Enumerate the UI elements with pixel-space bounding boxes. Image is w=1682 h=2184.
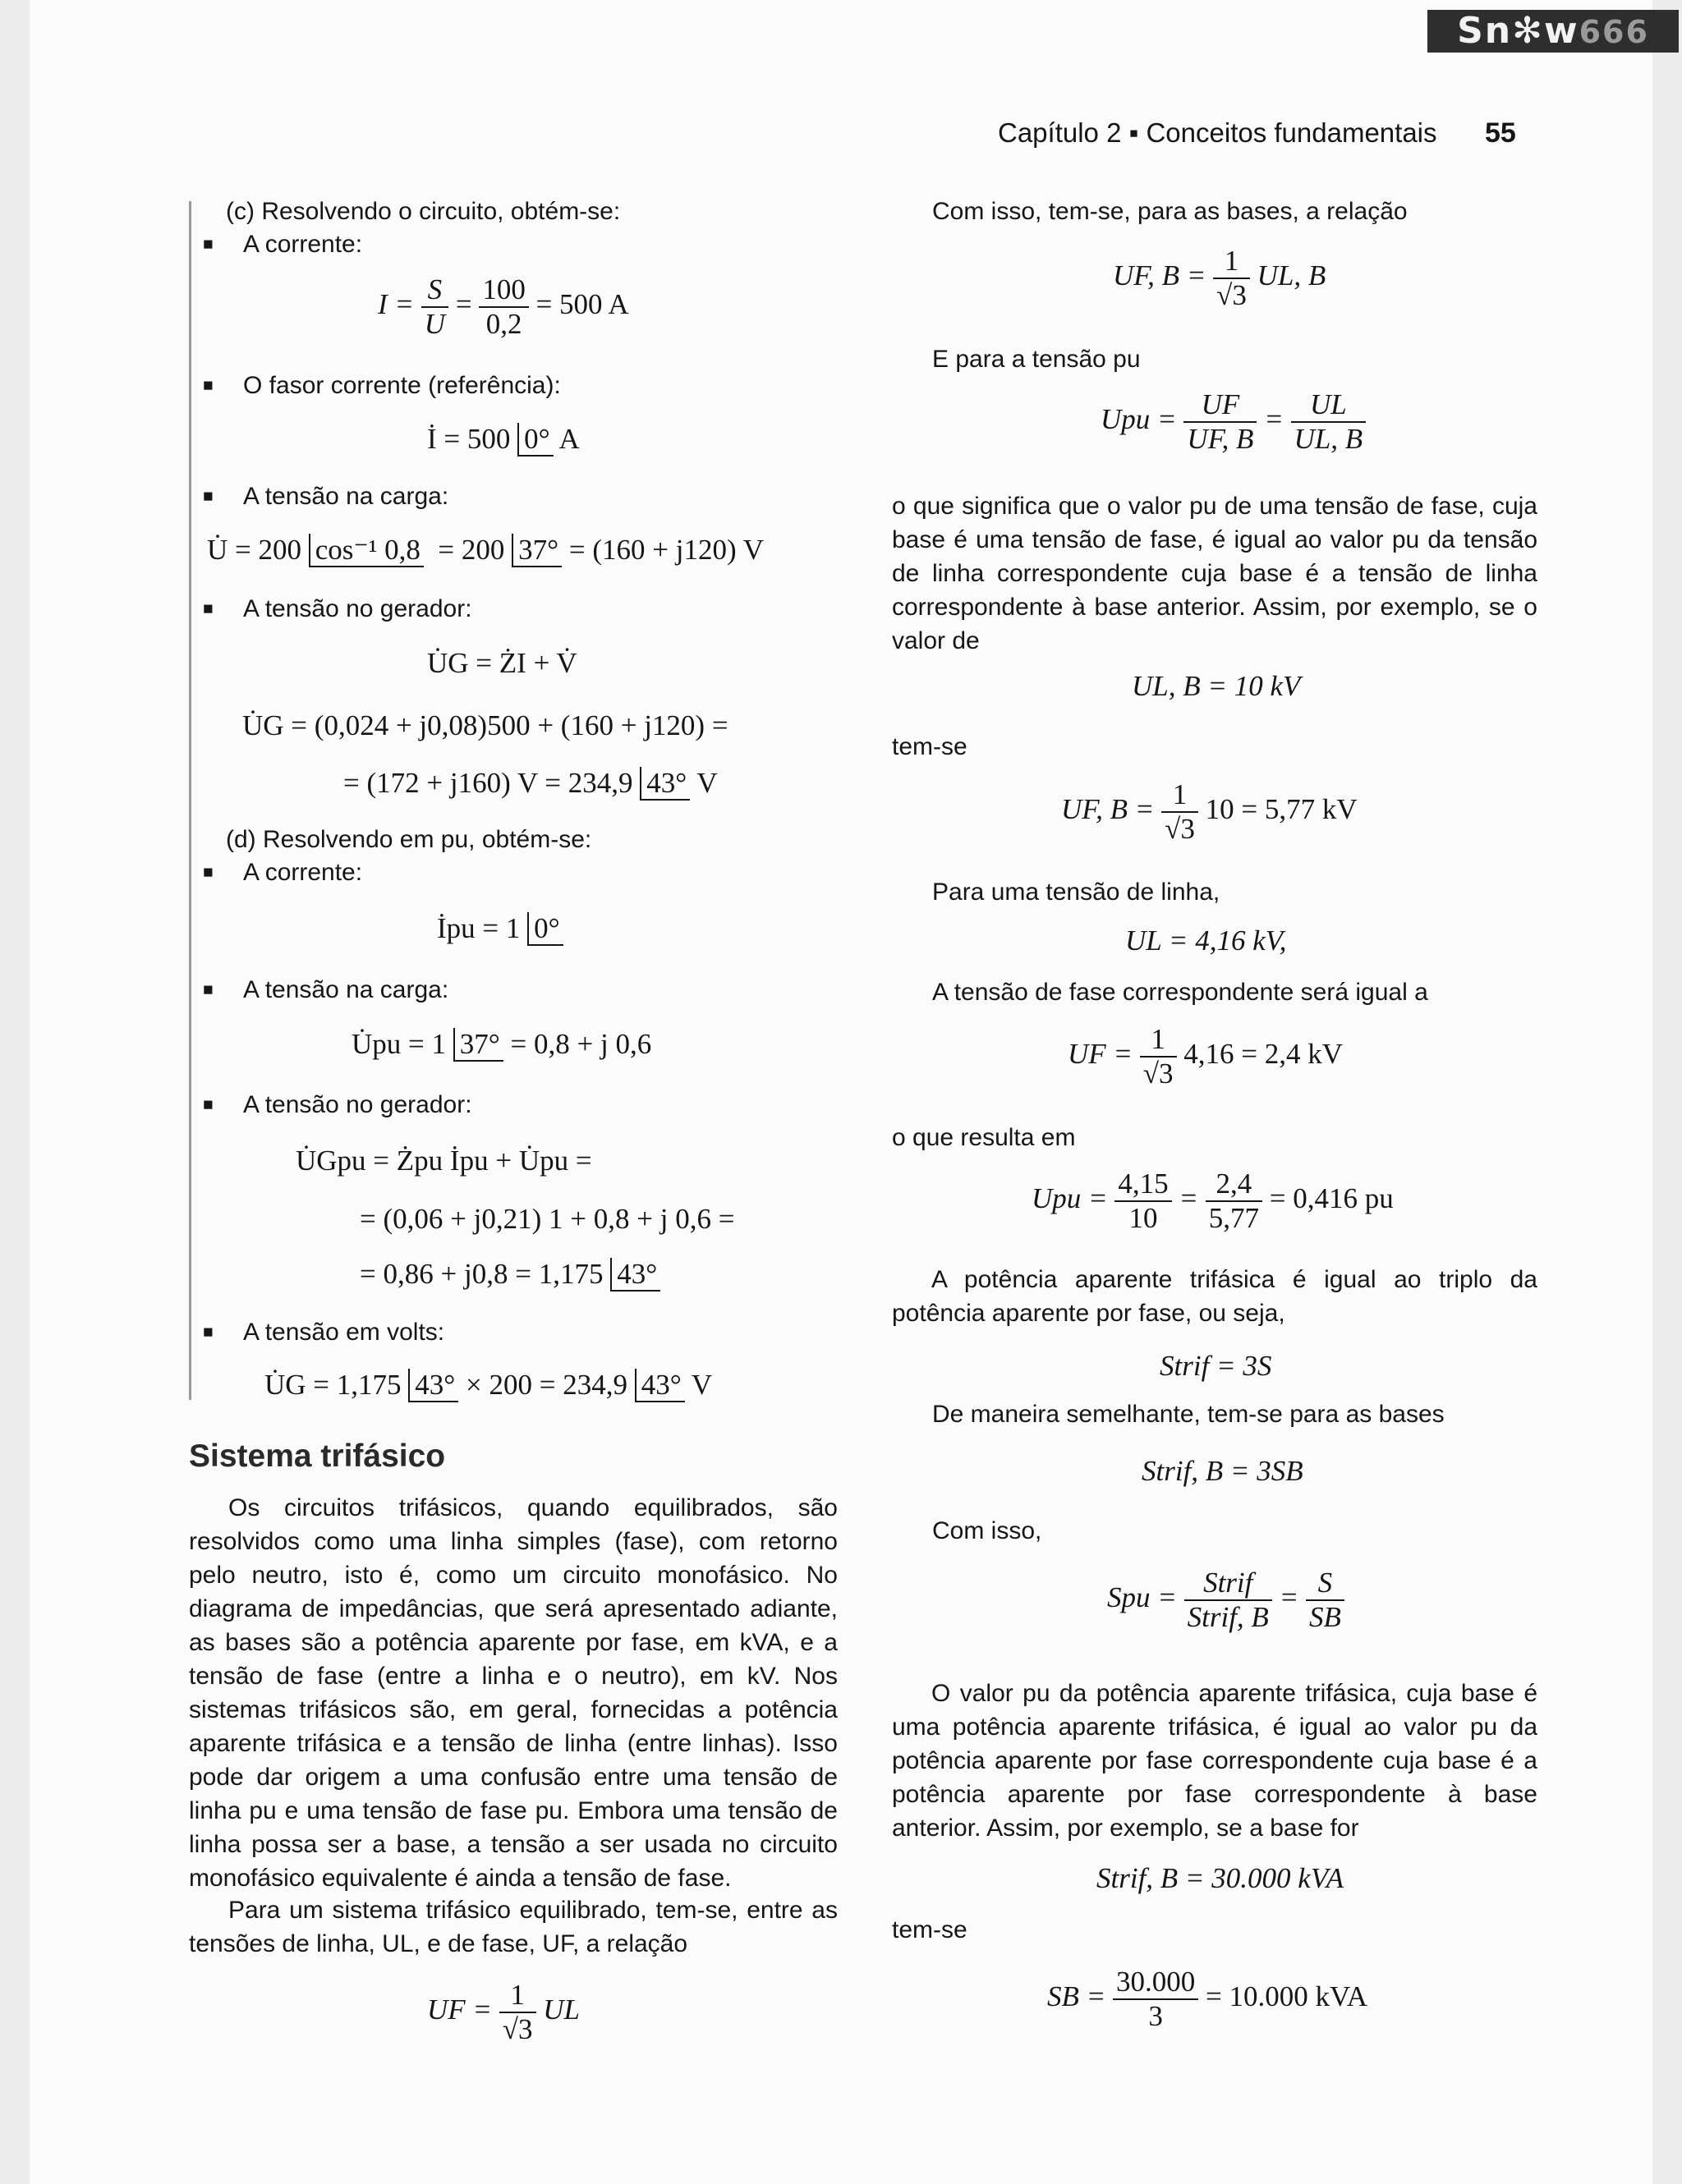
equation-generator-pu-3: = 0,86 + j0,8 = 1,175 43° [360, 1256, 660, 1292]
right-text-line-voltage: Para uma tensão de linha, [932, 879, 1220, 906]
equation-load-voltage-pu: U̇pu = 1 37° = 0,8 + j 0,6 [352, 1028, 652, 1060]
equation-voltage-pu: Upu = $\frac{UF}{UF, B}$ = $\frac{UL}{UL, B}$ [1101, 388, 1366, 456]
equation-current-pu: İpu = 1 0° [437, 911, 563, 947]
equation-line-voltage: UL = 4,16 kV, [1125, 925, 1287, 957]
equation-base-10kv: UL, B = 10 kV [1132, 670, 1301, 702]
right-paragraph-pu-power: O valor pu da potência aparente trifásica, cuja base é uma potência aparente trifásica, é igual ao valor pu da potência aparente por fase correspondente cuja base é a potência aparente por fase correspondente à base anterior. Assim, por exemplo, se a base for [892, 1680, 1537, 1842]
right-text-tem-se-2: tem-se [892, 1916, 967, 1943]
page-number: 55 [1485, 117, 1516, 149]
equation-voltage-volts: U̇G = 1,175 43° × 200 = 234,9 43° V [264, 1369, 713, 1401]
right-text-similarly: De maneira semelhante, tem-se para as bases [932, 1401, 1445, 1428]
bullet-generator-voltage: ■ A tensão no gerador: [243, 593, 472, 626]
equation-current: I = $\frac{S}{U}$ = $\frac{100}{0,2}$ = 500 A [378, 273, 629, 340]
part-d-intro: (d) Resolvendo em pu, obtém-se: [226, 826, 592, 853]
section-heading: Sistema trifásico [189, 1438, 446, 1474]
equation-phase-voltage: UF = $\frac{1}{√3}$ 4,16 = 2,4 kV [1068, 1023, 1344, 1090]
paragraph-three-phase: Os circuitos trifásicos, quando equilibrados, são resolvidos como uma linha simples (fase), com retorno pelo neutro, isto é, como um circuito monofásico. No diagrama de impedâncias, que será apresentado adiante, as bases são a potência aparente por fase, em kVA, e a tensão de fase (entre a linha e o neutro), em kV. Nos sistemas trifásicos são, em geral, fornecidas a potência aparente trifásica e a tensão de linha (entre linhas). Isso pode dar origem a uma confusão entre uma tensão de linha pu e uma tensão de fase pu. Embora uma tensão de linha possa ser a base, a tensão a ser usada no circuito monofásico equivalente é ainda a tensão de fase. [189, 1494, 838, 1892]
bullet-load-voltage: ■ A tensão na carga: [243, 480, 448, 513]
equation-generator-pu-1: U̇Gpu = Żpu İpu + U̇pu = [296, 1145, 592, 1177]
bullet-current: ■ A corrente: [243, 228, 362, 261]
watermark-logo: Sn✻w666 [1427, 10, 1679, 53]
bullet-voltage-volts: ■ A tensão em volts: [243, 1316, 444, 1349]
equation-load-voltage: U̇ = 200 cos⁻¹ 0,8 = 200 37° = (160 + j120) V [207, 534, 765, 566]
equation-generator-3: = (172 + j160) V = 234,9 43° V [343, 767, 718, 799]
equation-base-577: UF, B = $\frac{1}{√3}$ 10 = 5,77 kV [1061, 778, 1358, 845]
equation-generator-pu-2: = (0,06 + j0,21) 1 + 0,8 + j 0,6 = [360, 1203, 735, 1235]
equation-phasor: İ = 500 0° A [427, 423, 580, 455]
equation-generator-2: U̇G = (0,024 + j0,08)500 + (160 + j120) = [242, 709, 728, 741]
equation-strif: Strif = 3S [1160, 1350, 1272, 1382]
equation-result-pu: Upu = $\frac{4,15}{10}$ = $\frac{2,4}{5,77}$ = 0,416 pu [1032, 1168, 1394, 1234]
bullet-load-voltage-pu: ■ A tensão na carga: [243, 974, 448, 1007]
right-paragraph-pu-meaning: o que significa que o valor pu de uma tensão de fase, cuja base é uma tensão de fase, é igual ao valor pu da tensão de linha correspondente cuja base é a tensão de linha correspondente à base anterior. Assim, por exemplo, se o valor de [892, 493, 1537, 654]
right-text-1: Com isso, tem-se, para as bases, a relação [932, 198, 1408, 225]
equation-strif-base: Strif, B = 3SB [1142, 1455, 1303, 1487]
equation-strif-30000: Strif, B = 30.000 kVA [1096, 1862, 1344, 1894]
right-paragraph-three-phase-power: A potência aparente trifásica é igual ao triplo da potência aparente por fase, ou seja, [892, 1266, 1537, 1327]
right-text-tem-se-1: tem-se [892, 733, 967, 760]
right-text-result: o que resulta em [892, 1124, 1076, 1151]
equation-base-relation: UF, B = $\frac{1}{√3}$ UL, B [1113, 245, 1326, 311]
running-header: Capítulo 2 ▪ Conceitos fundamentais [998, 117, 1437, 148]
right-text-2: E para a tensão pu [932, 346, 1141, 373]
paragraph-relation: Para um sistema trifásico equilibrado, tem-se, entre as tensões de linha, UL, e de fase, UF, a relação [189, 1897, 838, 1957]
equation-spu: Spu = $\frac{\text{Strif}}{\text{Strif, B}}$ = $\frac{S}{SB}$ [1107, 1567, 1344, 1634]
equation-generator-1: U̇G = ŻI + V̇ [427, 647, 577, 679]
bullet-generator-voltage-pu: ■ A tensão no gerador: [243, 1089, 472, 1122]
part-c-intro: (c) Resolvendo o circuito, obtém-se: [226, 198, 621, 225]
equation-sb-10000: SB = $\frac{30.000}{3}$ = 10.000 kVA [1047, 1966, 1368, 2032]
bullet-current-pu: ■ A corrente: [243, 856, 362, 889]
equation-uf-ul: UF = $\frac{1}{√3}$ UL [427, 1979, 580, 2045]
right-text-com-isso: Com isso, [932, 1517, 1042, 1544]
sidebar-rule [189, 201, 191, 1400]
right-text-phase-voltage: A tensão de fase correspondente será igual a [932, 979, 1428, 1006]
bullet-phasor: ■ O fasor corrente (referência): [243, 369, 561, 402]
